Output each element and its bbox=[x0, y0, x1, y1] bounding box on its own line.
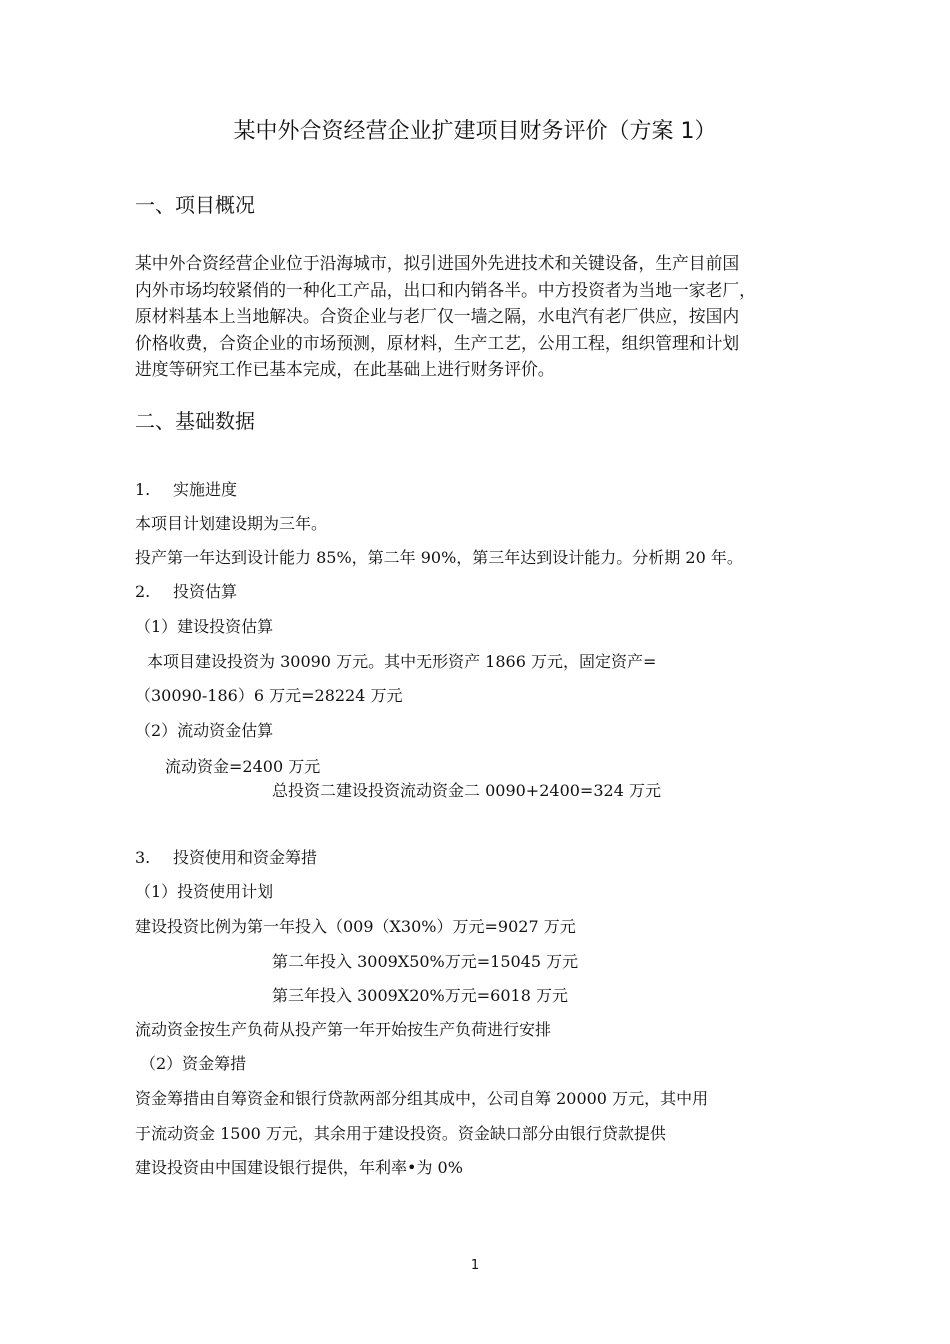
text-line: 流动资金按生产负荷从投产第一年开始按生产负荷进行安排 bbox=[135, 1020, 552, 1039]
paragraph-line: 原材料基本上当地解决。合资企业与老厂仅一墙之隔，水电汽有老厂供应，按国内 bbox=[135, 306, 740, 326]
document-title: 某中外合资经营企业扩建项目财务评价（方案 1） bbox=[233, 119, 717, 144]
subheading-financing: （2）资金筹措 bbox=[140, 1054, 247, 1073]
subheading-construction-investment: （1）建设投资估算 bbox=[135, 617, 274, 636]
page-number: 1 bbox=[470, 1258, 480, 1273]
paragraph-line: 某中外合资经营企业位于沿海城市，拟引进国外先进技术和关键设备，生产目前国 bbox=[135, 253, 740, 273]
item-heading-investment-estimate bbox=[135, 580, 237, 604]
item-number: 3. bbox=[135, 848, 151, 867]
item-title: 实施进度 bbox=[173, 480, 238, 499]
item-number: 2. bbox=[135, 582, 151, 601]
text-line: 投产第一年达到设计能力 85%，第二年 90%，第三年达到设计能力。分析期 20 年。 bbox=[135, 548, 743, 567]
text-line: 总投资二建设投资流动资金二 0090+2400=324 万元 bbox=[272, 781, 661, 800]
subheading-working-capital: （2）流动资金估算 bbox=[135, 721, 274, 740]
item-heading-schedule bbox=[135, 478, 237, 502]
section-heading-basic-data: 二、基础数据 bbox=[135, 409, 255, 433]
text-line: 第二年投入 3009X50%万元=15045 万元 bbox=[272, 952, 579, 971]
text-line: 本项目计划建设期为三年。 bbox=[135, 514, 328, 533]
text-line: 第三年投入 3009X20%万元=6018 万元 bbox=[272, 986, 568, 1005]
subheading-investment-plan: （1）投资使用计划 bbox=[135, 882, 274, 901]
item-number: 1. bbox=[135, 480, 151, 499]
paragraph-line: 价格收费，合资企业的市场预测，原材料，生产工艺，公用工程，组织管理和计划 bbox=[135, 332, 740, 353]
item-heading-investment-use bbox=[135, 846, 317, 870]
text-line: 建设投资比例为第一年投入（009（X30%）万元=9027 万元 bbox=[135, 917, 576, 936]
paragraph-line: 进度等研究工作已基本完成，在此基础上进行财务评价。 bbox=[135, 359, 555, 379]
text-line: 流动资金=2400 万元 bbox=[165, 757, 321, 776]
overview-paragraph bbox=[135, 250, 835, 383]
item-title: 投资使用和资金筹措 bbox=[173, 848, 318, 867]
text-line: 于流动资金 1500 万元，其余用于建设投资。资金缺口部分由银行贷款提供 bbox=[135, 1124, 666, 1143]
text-line: 建设投资由中国建设银行提供，年利率•为 0% bbox=[135, 1158, 463, 1177]
paragraph-line: 内外市场均较紧俏的一种化工产品，出口和内销各半。中方投资者为当地一家老厂， bbox=[135, 279, 756, 300]
text-line: （30090-186）6 万元=28224 万元 bbox=[135, 686, 403, 705]
section-heading-overview: 一、项目概况 bbox=[135, 193, 255, 217]
text-line: 资金筹措由自筹资金和银行贷款两部分组其成中，公司自筹 20000 万元，其中用 bbox=[135, 1089, 709, 1108]
text-line: 本项目建设投资为 30090 万元。其中无形资产 1866 万元，固定资产= bbox=[147, 652, 657, 671]
item-title: 投资估算 bbox=[173, 582, 238, 601]
